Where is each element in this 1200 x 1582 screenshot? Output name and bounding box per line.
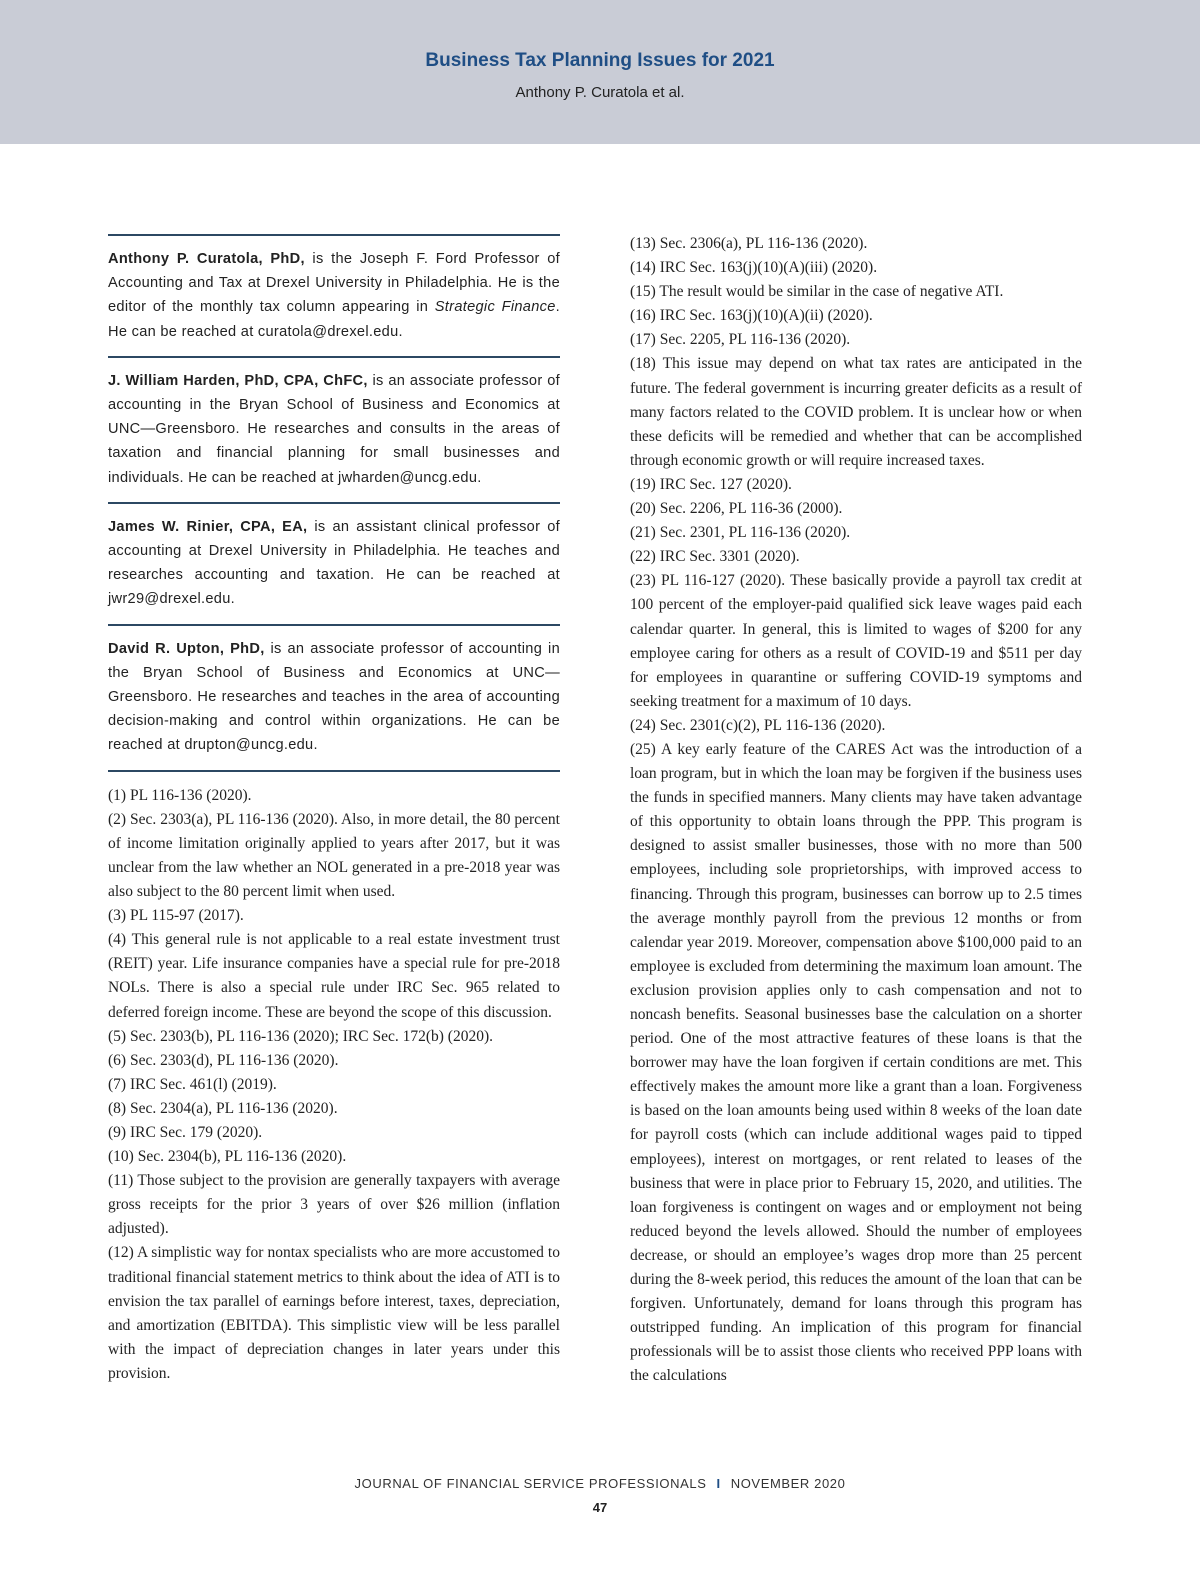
endnote: (23) PL 116-127 (2020). These basically provide a payroll tax credit at 100 percent of the employer-paid qualified sick leave wages paid each calendar quarter. In general, this is limited to wages of $200 for any employee caring for others as a result of COVID-19 and $511 per day for employees in quarantine or suffering COVID-19 symptoms and seeking treatment for a maximum of 10 days. bbox=[630, 572, 1082, 710]
journal-name: JOURNAL OF FINANCIAL SERVICE PROFESSIONALS bbox=[354, 1476, 707, 1491]
endnote: (16) IRC Sec. 163(j)(10)(A)(ii) (2020). bbox=[630, 307, 873, 325]
author-bio bbox=[108, 236, 560, 356]
endnote: (12) A simplistic way for nontax specialists who are more accustomed to traditional financial statement metrics to think about the idea of ATI is to envision the tax parallel of earnings before interest, taxes, depreciation, and amortization (EBITDA). This simplistic view will be less parallel with the impact of depreciation changes in later years under this provision. bbox=[108, 1244, 560, 1382]
running-footer bbox=[0, 1476, 1200, 1491]
endnotes-right bbox=[630, 232, 1082, 1389]
footer-separator: I bbox=[716, 1476, 721, 1491]
endnote: (3) PL 115-97 (2017). bbox=[108, 907, 244, 925]
endnote: (9) IRC Sec. 179 (2020). bbox=[108, 1123, 263, 1141]
author-bio bbox=[108, 358, 560, 502]
endnote: (7) IRC Sec. 461(l) (2019). bbox=[108, 1075, 277, 1093]
endnote: (21) Sec. 2301, PL 116-136 (2020). bbox=[630, 524, 851, 542]
author-bio bbox=[108, 504, 560, 624]
author-bio-text: is the Joseph F. Ford Professor of Accounting and Tax at Drexel University in Philadelphia. He is the editor of the monthly tax column appearing in bbox=[108, 251, 561, 316]
endnote: (18) This issue may depend on what tax rates are anticipated in the future. The federal government is incurring greater deficits as a result of many factors related to the COVID problem. It is unclear how or when these deficits will be remedied and whether that can be accomplished through economic growth or will require increased taxes. bbox=[630, 355, 1082, 469]
publication-title: Strategic Finance bbox=[434, 299, 556, 316]
endnote: (13) Sec. 2306(a), PL 116-136 (2020). bbox=[630, 235, 868, 252]
article-title: Business Tax Planning Issues for 2021 bbox=[425, 50, 775, 71]
endnote: (5) Sec. 2303(b), PL 116-136 (2020); IRC Sec. 172(b) (2020). bbox=[108, 1027, 493, 1045]
endnote: (6) Sec. 2303(d), PL 116-136 (2020). bbox=[108, 1051, 339, 1069]
endnote: (20) Sec. 2206, PL 116-36 (2000). bbox=[630, 500, 843, 518]
divider bbox=[108, 770, 560, 772]
article-authors: Anthony P. Curatola et al. bbox=[515, 84, 685, 101]
right-column bbox=[630, 232, 1082, 1389]
endnote: (14) IRC Sec. 163(j)(10)(A)(iii) (2020). bbox=[630, 259, 878, 277]
author-name: J. William Harden, PhD, CPA, ChFC, bbox=[108, 372, 368, 389]
left-column bbox=[108, 234, 560, 1386]
endnotes-left bbox=[108, 784, 560, 1386]
endnote: (15) The result would be similar in the case of negative ATI. bbox=[630, 283, 1004, 301]
endnote: (10) Sec. 2304(b), PL 116-136 (2020). bbox=[108, 1148, 347, 1166]
author-name: James W. Rinier, CPA, EA, bbox=[108, 518, 308, 535]
author-bio bbox=[108, 626, 560, 770]
author-bio-text: is an associate professor of accounting in the Bryan School of Business and Economics at UNC—Greensboro. He researches and consults in the areas of taxation and financial planning for small businesses and individuals. He can be reached at jwharden@uncg.edu. bbox=[108, 372, 560, 486]
endnote: (8) Sec. 2304(a), PL 116-136 (2020). bbox=[108, 1099, 338, 1117]
author-bio-text: is an associate professor of accounting in the Bryan School of Business and Economics at UNC—Greensboro. He researches and teaches in the area of accounting decision-making and control within organizations. He can be reached at drupton@uncg.edu. bbox=[108, 640, 560, 754]
endnote: (4) This general rule is not applicable to a real estate investment trust (REIT) year. Life insurance companies have a special rule for pre-2018 NOLs. There is also a special rule under IRC Sec. 965 related to deferred foreign income. These are beyond the scope of this discussion. bbox=[108, 931, 560, 1021]
endnote: (22) IRC Sec. 3301 (2020). bbox=[630, 548, 800, 566]
endnote: (2) Sec. 2303(a), PL 116-136 (2020). Also, in more detail, the 80 percent of income limitation originally applied to years after 2017, but it was unclear from the law whether an NOL generated in a pre-2018 year was also subject to the 80 percent limit when used. bbox=[108, 810, 560, 901]
page-number: 47 bbox=[592, 1500, 608, 1515]
issue-date: NOVEMBER 2020 bbox=[730, 1476, 846, 1491]
author-bio-text: is an assistant clinical professor of accounting at Drexel University in Philadelphia. He teaches and researches accounting and taxation. He can be reached at jwr29@drexel.edu. bbox=[108, 518, 561, 608]
author-bio-text: . He can be reached at curatola@drexel.edu. bbox=[108, 299, 560, 340]
endnote: (11) Those subject to the provision are generally taxpayers with average gross receipts for the prior 3 years of over $26 million (inflation adjusted). bbox=[108, 1172, 560, 1238]
author-name: Anthony P. Curatola, PhD, bbox=[108, 251, 305, 267]
header-band bbox=[0, 0, 1200, 144]
endnote: (1) PL 116-136 (2020). bbox=[108, 786, 252, 804]
endnote: (17) Sec. 2205, PL 116-136 (2020). bbox=[630, 331, 851, 349]
endnote: (24) Sec. 2301(c)(2), PL 116-136 (2020). bbox=[630, 716, 886, 734]
endnote: (19) IRC Sec. 127 (2020). bbox=[630, 475, 792, 493]
author-name: David R. Upton, PhD, bbox=[108, 640, 265, 657]
endnote: (25) A key early feature of the CARES Act was the introduction of a loan program, but in which the loan may be forgiven if the business uses the funds in specified manners. Many clients may have taken advantage of this opportunity to obtain loans through the PPP. This program is designed to assist smaller businesses, those with no more than 500 employees, including sole proprietorships, with improved access to financing. Through this program, businesses can borrow up to 2.5 times the average monthly payroll from the previous 12 months or from calendar year 2019. Moreover, compensation above $100,000 paid to an employee is excluded from determining the maximum loan amount. The exclusion provision applies only to cash compensation and not to noncash benefits. Seasonal businesses base the calculation on a shorter period. One of the most attractive features of these loans is that the borrower may have the loan forgiven if certain conditions are met. This effectively makes the amount more like a grant than a loan. Forgiveness is based on the loan amounts being used within 8 weeks of the loan date for payroll costs (which can include additional wages paid to tipped employees), interest on mortgages, or rent related to leases of the business that were in place prior to February 15, 2020, and utilities. The loan forgiveness is contingent on wages and or employment not being reduced beyond the levels allowed. Should the number of employees decrease, or should an employee’s wages drop more than 25 percent during the 8-week period, this reduces the amount of the loan that can be forgiven. Unfortunately, demand for loans through this program has outstripped funding. An implication of this program for financial professionals will be to assist those clients who received PPP loans with the calculations bbox=[630, 740, 1082, 1385]
